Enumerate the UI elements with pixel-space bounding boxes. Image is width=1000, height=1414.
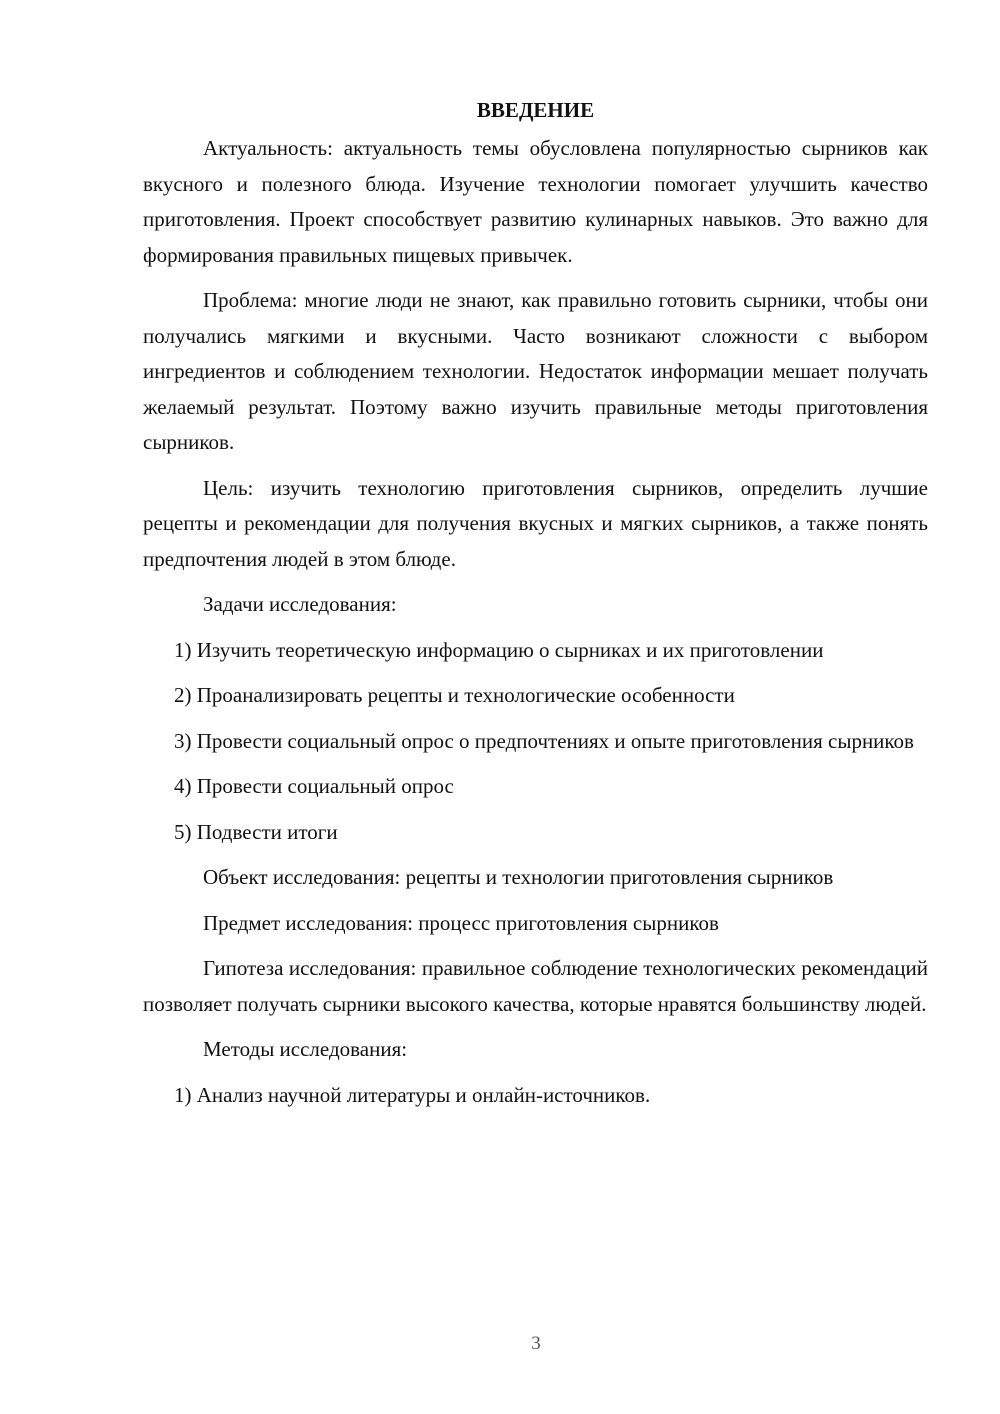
section-heading: ВВЕДЕНИЕ: [476, 98, 595, 122]
object-paragraph: Объект исследования: рецепты и технологии приготовления сырников: [203, 865, 834, 889]
task-item-2: 2) Проанализировать рецепты и технологические особенности: [174, 683, 735, 707]
hypothesis-paragraph: Гипотеза исследования: правильное соблюдение технологических рекомендаций позволяет получать сырники высокого качества, которые нравятся большинству людей.: [143, 956, 928, 1016]
task-item-4: 4) Провести социальный опрос: [174, 774, 454, 798]
task-item-5: 5) Подвести итоги: [174, 819, 338, 844]
task-item-3: 3) Провести социальный опрос о предпочтениях и опыте приготовления сырников: [174, 728, 914, 753]
method-item-1: 1) Анализ научной литературы и онлайн-источников.: [174, 1082, 651, 1107]
subject-paragraph: Предмет исследования: процесс приготовления сырников: [203, 910, 719, 935]
problem-paragraph: Проблема: многие люди не знают, как правильно готовить сырники, чтобы они получались мягкими и вкусными. Часто возникают сложности с выбором ингредиентов и соблюдением технологии. Недостаток информации мешает получать желаемый результат. Поэтому важно изучить правильные методы приготовления сырников.: [143, 288, 928, 454]
page-number: 3: [531, 1333, 541, 1354]
goal-paragraph: Цель: изучить технологию приготовления сырников, определить лучшие рецепты и рекомендации для получения вкусных и мягких сырников, а также понять предпочтения людей в этом блюде.: [143, 475, 928, 571]
task-item-1: 1) Изучить теоретическую информацию о сырниках и их приготовлении: [174, 637, 824, 662]
relevance-paragraph: Актуальность: актуальность темы обусловлена популярностью сырников как вкусного и полезного блюда. Изучение технологии помогает улучшить качество приготовления. Проект способствует развитию кулинарных навыков. Это важно для формирования правильных пищевых привычек.: [143, 136, 928, 267]
methods-heading: Методы исследования:: [203, 1037, 408, 1061]
tasks-heading: Задачи исследования:: [203, 592, 397, 616]
document-body: [143, 92, 928, 1123]
